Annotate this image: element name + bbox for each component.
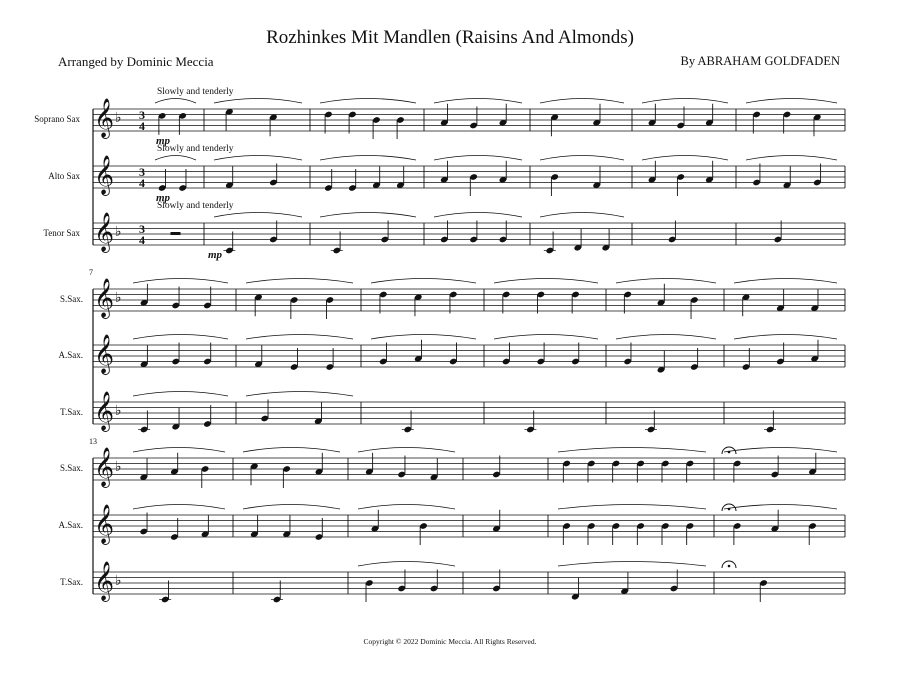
slur-mark <box>246 335 353 340</box>
flat-icon: ♭ <box>115 290 122 306</box>
slur-mark <box>734 279 837 284</box>
time-signature-bottom: 4 <box>139 119 145 133</box>
slur-mark <box>155 156 196 161</box>
tempo-marking: Slowly and tenderly <box>157 144 234 154</box>
slur-mark <box>724 505 837 510</box>
slur-mark <box>558 448 706 453</box>
slur-mark <box>494 335 598 340</box>
instrument-label: T.Sax. <box>60 407 83 417</box>
slur-mark <box>320 213 416 218</box>
slur-mark <box>434 99 522 104</box>
slur-mark <box>133 448 225 453</box>
slur-mark <box>358 448 455 453</box>
slur-mark <box>616 279 716 284</box>
time-signature-bottom: 4 <box>139 233 145 247</box>
slur-mark <box>358 562 455 567</box>
instrument-label: T.Sax. <box>60 577 83 587</box>
slur-mark <box>540 99 624 104</box>
score-title: Rozhinkes Mit Mandlen (Raisins And Almonds) <box>266 27 634 48</box>
flat-icon: ♭ <box>115 459 122 475</box>
slur-mark <box>133 279 228 284</box>
slur-mark <box>243 448 340 453</box>
slur-mark <box>320 99 416 104</box>
slur-mark <box>214 99 302 104</box>
treble-clef-icon: 𝄞 <box>94 561 115 601</box>
time-signature-top: 3 <box>139 165 145 179</box>
slur-mark <box>214 156 302 161</box>
fermata-dot <box>728 565 731 568</box>
treble-clef-icon: 𝄞 <box>94 504 115 544</box>
slur-mark <box>642 156 728 161</box>
slur-mark <box>320 156 416 161</box>
slur-mark <box>434 156 522 161</box>
slur-mark <box>133 335 228 340</box>
instrument-label: Soprano Sax <box>34 114 80 124</box>
dynamic-marking: mp <box>208 249 223 261</box>
fermata-dot <box>728 508 731 511</box>
time-signature-top: 3 <box>139 108 145 122</box>
slur-mark <box>133 505 225 510</box>
tempo-marking: Slowly and tenderly <box>157 87 234 97</box>
slur-mark <box>642 99 728 104</box>
dynamic-marking: mp <box>156 135 171 147</box>
flat-icon: ♭ <box>115 110 122 126</box>
slur-mark <box>133 392 228 397</box>
treble-clef-icon: 𝄞 <box>94 391 115 431</box>
flat-icon: ♭ <box>115 403 122 419</box>
rest-mark <box>171 232 181 235</box>
flat-icon: ♭ <box>115 573 122 589</box>
arranger-credit: Arranged by Dominic Meccia <box>58 54 214 69</box>
slur-mark <box>358 505 455 510</box>
treble-clef-icon: 𝄞 <box>94 155 115 195</box>
slur-mark <box>246 392 353 397</box>
slur-mark <box>434 213 522 218</box>
slur-mark <box>243 505 340 510</box>
slur-mark <box>746 156 837 161</box>
treble-clef-icon: 𝄞 <box>94 447 115 487</box>
copyright-notice: Copyright © 2022 Dominic Meccia. All Rights Reserved. <box>363 637 537 646</box>
composer-credit: By ABRAHAM GOLDFADEN <box>680 54 840 68</box>
slur-mark <box>494 279 598 284</box>
instrument-label: Tenor Sax <box>43 228 80 238</box>
fermata-dot <box>728 451 731 454</box>
slur-mark <box>734 335 837 340</box>
measure-number: 13 <box>89 437 97 446</box>
time-signature-top: 3 <box>139 222 145 236</box>
slur-mark <box>616 335 716 340</box>
treble-clef-icon: 𝄞 <box>94 212 115 252</box>
slur-mark <box>724 448 837 453</box>
slur-mark <box>746 99 837 104</box>
measure-number: 7 <box>89 268 93 277</box>
slur-mark <box>155 99 196 104</box>
slur-mark <box>558 562 706 567</box>
slur-mark <box>214 213 302 218</box>
instrument-label: S.Sax. <box>59 463 83 473</box>
instrument-label: Alto Sax <box>48 171 80 181</box>
instrument-label: A.Sax. <box>58 350 83 360</box>
slur-mark <box>540 213 624 218</box>
slur-mark <box>540 156 624 161</box>
tempo-marking: Slowly and tenderly <box>157 201 234 211</box>
slur-mark <box>371 279 476 284</box>
slur-mark <box>558 505 706 510</box>
slur-mark <box>371 335 476 340</box>
treble-clef-icon: 𝄞 <box>94 278 115 318</box>
flat-icon: ♭ <box>115 224 122 240</box>
instrument-label: A.Sax. <box>58 520 83 530</box>
instrument-label: S.Sax. <box>59 294 83 304</box>
treble-clef-icon: 𝄞 <box>94 98 115 138</box>
time-signature-bottom: 4 <box>139 176 145 190</box>
slur-mark <box>246 279 353 284</box>
treble-clef-icon: 𝄞 <box>94 334 115 374</box>
dynamic-marking: mp <box>156 192 171 204</box>
